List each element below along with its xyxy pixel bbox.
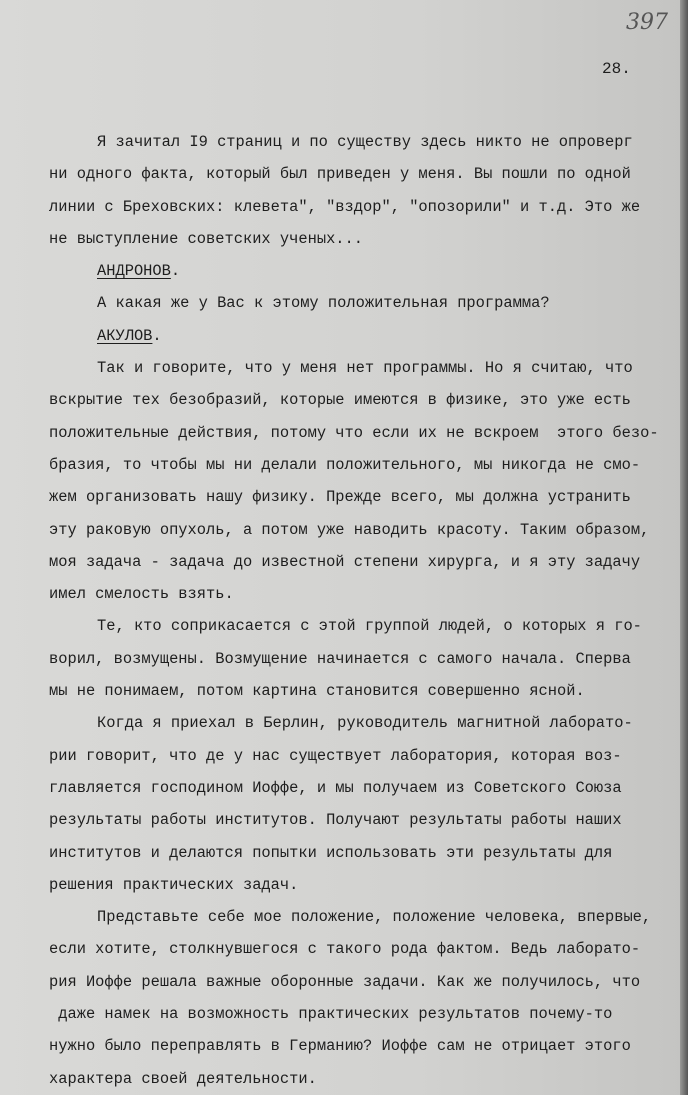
paragraph: [49, 287, 679, 319]
text-line: ворил, возмущены. Возмущение начинается с самого начала. Сперва: [49, 649, 631, 668]
speaker-suffix: .: [170, 262, 181, 281]
text-line: не выступление советских ученых...: [49, 229, 364, 248]
text-line: имел смелость взять.: [49, 585, 234, 604]
text-line: Представьте себе мое положение, положение человека, впервые,: [97, 908, 652, 927]
speaker-heading: [49, 320, 679, 352]
paragraph: [49, 610, 679, 707]
text-line: даже намек на возможность практических результатов почему-то: [49, 1005, 613, 1024]
paragraph: [49, 707, 679, 901]
paragraph: [49, 901, 679, 1095]
page-number: 28.: [602, 60, 631, 78]
text-line: результаты работы институтов. Получают результаты работы наших: [49, 811, 622, 830]
text-line: Я зачитал I9 страниц и по существу здесь никто не опроверг: [97, 133, 633, 151]
text-line: А какая же у Вас к этому положительная программа?: [97, 294, 550, 313]
paragraph: [49, 126, 679, 255]
archive-number: 397: [626, 10, 668, 35]
scan-edge: [680, 0, 688, 1095]
speaker-name: АКУЛОВ: [97, 326, 153, 345]
text-line: Когда я приехал в Берлин, руководитель магнитной лаборато-: [97, 714, 633, 733]
document-body: [49, 126, 679, 1095]
text-line: рии говорит, что де у нас существует лаборатория, которая воз-: [49, 746, 622, 765]
text-line: эту раковую опухоль, а потом уже наводить красоту. Таким образом,: [49, 520, 650, 539]
text-line: Так и говорите, что у меня нет программы. Но я считаю, что: [97, 359, 633, 378]
speaker-suffix: .: [152, 326, 162, 345]
text-line: положительные действия, потому что если их не вскроем этого безо-: [49, 423, 659, 442]
text-line: линии с Бреховских: клевета", "вздор", "опозорили" и т.д. Это же: [49, 197, 641, 216]
text-line: институтов и делаются попытки использовать эти результаты для: [49, 843, 613, 862]
text-line: ни одного факта, который был приведен у меня. Вы пошли по одной: [49, 165, 631, 184]
speaker-name: АНДРОНОВ: [97, 262, 171, 281]
text-line: вскрытие тех безобразий, которые имеются в физике, это уже есть: [49, 391, 631, 410]
text-line: нужно было переправлять в Германию? Иоффе сам не отрицает этого: [49, 1037, 631, 1056]
text-line: бразия, то чтобы мы ни делали положительного, мы никогда не смо-: [49, 455, 641, 474]
text-line: мы не понимаем, потом картина становится совершенно ясной.: [49, 682, 585, 701]
text-line: если хотите, столкнувшегося с такого рода фактом. Ведь лаборато-: [49, 940, 641, 959]
text-line: главляется господином Иоффе, и мы получаем из Советского Союза: [49, 778, 622, 797]
text-line: Те, кто соприкасается с этой группой людей, о которых я го-: [97, 617, 642, 636]
speaker-heading: [49, 255, 679, 287]
text-line: характера своей деятельности.: [49, 1069, 317, 1088]
text-line: моя задача - задача до известной степени хирурга, и я эту задачу: [49, 552, 641, 571]
text-line: решения практических задач.: [49, 875, 299, 894]
text-line: рия Иоффе решала важные оборонные задачи. Как же получилось, что: [49, 972, 641, 991]
paragraph: [49, 352, 679, 610]
text-line: жем организовать нашу физику. Прежде всего, мы должна устранить: [49, 488, 631, 507]
